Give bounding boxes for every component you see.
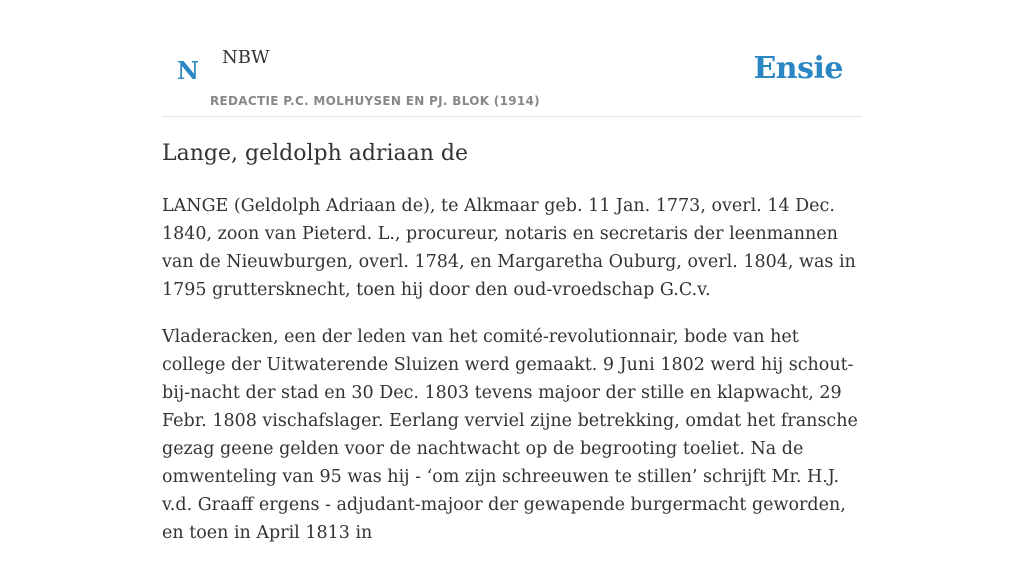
article-paragraph: LANGE (Geldolph Adriaan de), te Alkmaar geb. 11 Jan. 1773, overl. 14 Dec. 1840, zoon van Pieterd. L., procureur, notaris en secretaris der leenmannen van de Nieuwburgen, overl. 1784, en Margaretha Ouburg, overl. 1804, was in 1795 gruttersknecht, toen hij door den oud-vroedschap G.C.v. <box>162 196 856 300</box>
article-paragraph: Vladeracken, een der leden van het comité-revolutionnair, bode van het college der Uitwaterende Sluizen werd gemaakt. 9 Juni 1802 werd hij schout-bij-nacht der stad en 30 Dec. 1803 tevens majoor der stille en klapwacht, 29 Febr. 1808 vischafslager. Eerlang verviel zijne betrekking, omdat het fransche gezag geene gelden voor de nachtwacht op de begrooting toeliet. Na de omwenteling van 95 was hij - ‘om zijn schreeuwen te stillen’ schrijft Mr. H.J. v.d. Graaff ergens - adjudant-majoor der gewapende burgermacht geworden, en toen in April 1813 in <box>162 327 858 543</box>
site-header <box>162 0 862 117</box>
nbw-logo-icon[interactable]: N <box>177 56 199 85</box>
ensie-brand-logo[interactable]: Ensie <box>753 51 843 86</box>
article-body <box>162 192 862 566</box>
page-title: Lange, geldolph adriaan de <box>162 141 468 166</box>
site-name[interactable]: NBW <box>222 47 270 68</box>
source-subtitle: REDACTIE P.C. MOLHUYSEN EN PJ. BLOK (1914) <box>210 94 540 108</box>
